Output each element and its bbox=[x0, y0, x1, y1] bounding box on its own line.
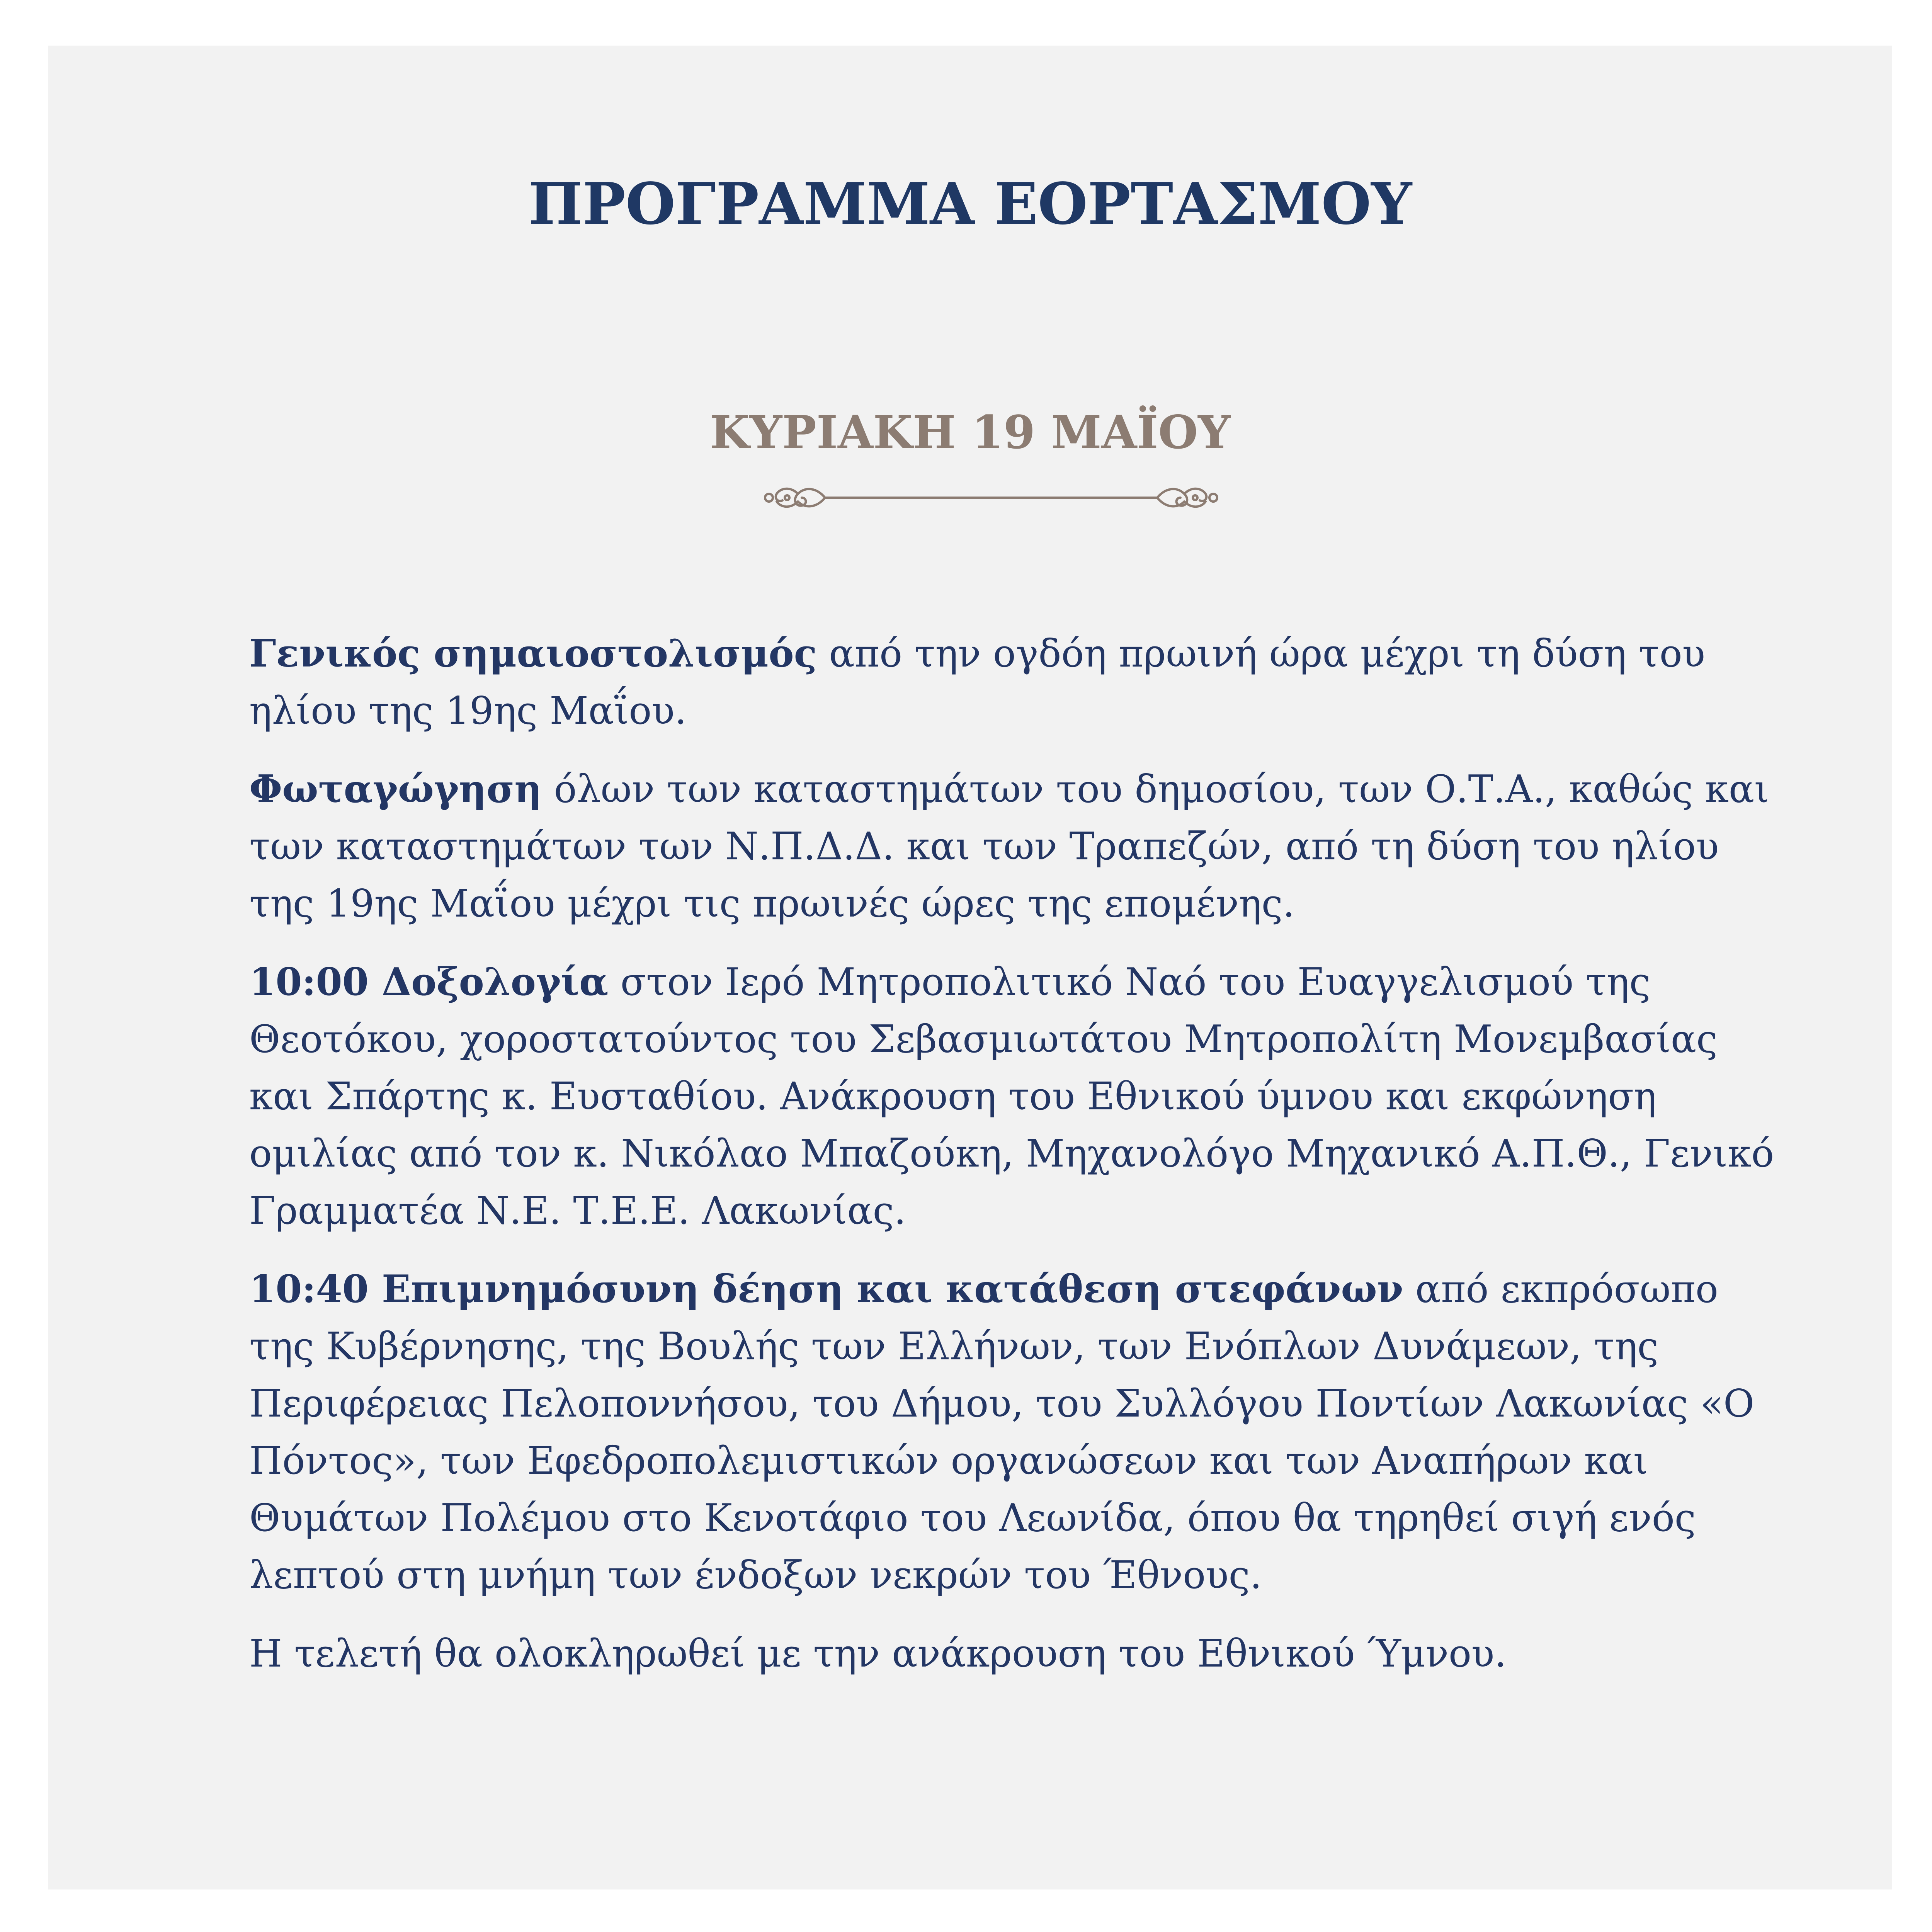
paragraph-text: στον Ιερό Μητροπολιτικό Ναό του Ευαγγελισμού της Θεοτόκου, χοροστατούντος του Σεβασμιωτάτου Μητροπολίτη Μονεμβασίας και Σπάρτης κ. Ευσταθίου. Ανάκρουση του Εθνικού ύμνου και εκφώνηση ομιλίας από τον κ. Νικόλαο Μπαζούκη, Μηχανολόγο Μηχανικό Α.Π.Θ., Γενικό Γραμματέα Ν.Ε. Τ.Ε.Ε. Λακωνίας. bbox=[249, 960, 1774, 1233]
page-title: ΠΡΟΓΡΑΜΜΑ ΕΟΡΤΑΣΜΟΥ bbox=[528, 170, 1412, 237]
paragraph-illumination bbox=[249, 761, 1779, 932]
paragraph-text: από την ογδόη πρωινή ώρα μέχρι τη δύση του ηλίου της 19ης Μαΐου. bbox=[249, 632, 1706, 733]
paragraph-memorial bbox=[249, 1261, 1779, 1604]
paragraph-lead: Φωταγώγηση bbox=[249, 767, 542, 811]
paragraph-lead: Γενικός σημαιοστολισμός bbox=[249, 631, 817, 676]
paragraph-text: από εκπρόσωπο της Κυβέρνησης, της Βουλής των Ελλήνων, των Ενόπλων Δυνάμεων, της Περιφέρειας Πελοποννήσου, του Δήμου, του Συλλόγου Ποντίων Λακωνίας «Ο Πόντος», των Εφεδροπολεμιστικών οργανώσεων και των Αναπήρων και Θυμάτων Πολέμου στο Κενοτάφιο του Λεωνίδα, όπου θα τηρηθεί σιγή ενός λεπτού στη μνήμη των ένδοξων νεκρών του Έθνους. bbox=[249, 1267, 1755, 1597]
date-heading: ΚΥΡΙΑΚΗ 19 ΜΑΪΟΥ bbox=[710, 405, 1231, 459]
program-body bbox=[249, 625, 1779, 1704]
ornament-divider-icon bbox=[759, 473, 1223, 523]
paragraph-doxology bbox=[249, 954, 1779, 1240]
paragraph-text: Η τελετή θα ολοκληρωθεί με την ανάκρουση του Εθνικού Ύμνου. bbox=[249, 1632, 1507, 1676]
paragraph-text: όλων των καταστημάτων του δημοσίου, των Ο.Τ.Α., καθώς και των καταστημάτων των Ν.Π.Δ.Δ. και των Τραπεζών, από τη δύση του ηλίου της 19ης Μαΐου μέχρι τις πρωινές ώρες της επομένης. bbox=[249, 767, 1769, 926]
paragraph-lead: 10:00 Δοξολογία bbox=[249, 960, 609, 1004]
document-panel bbox=[48, 46, 1892, 1889]
paragraph-lead: 10:40 Επιμνημόσυνη δέηση και κατάθεση στεφάνων bbox=[249, 1267, 1403, 1311]
paragraph-flags bbox=[249, 625, 1779, 740]
paragraph-closing bbox=[249, 1625, 1779, 1682]
